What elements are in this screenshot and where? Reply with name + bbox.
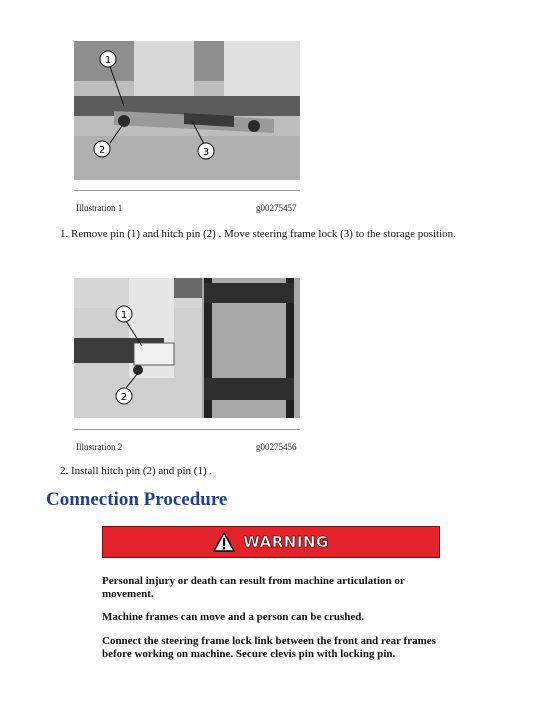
illustration-1-code: g00275457 [256, 203, 297, 213]
illustration-2-image [74, 278, 300, 418]
warning-triangle-icon [213, 532, 235, 552]
illustration-2-caption: Illustration 2 [76, 442, 123, 452]
illustration-2-rule [74, 429, 300, 430]
callout-2: 2 [98, 145, 106, 156]
callout-1: 1 [120, 310, 128, 321]
illustration-1-rule [74, 190, 300, 191]
illustration-1-image [74, 41, 300, 180]
step-2: 2. Install hitch pin (2) and pin (1) . [60, 465, 213, 477]
warning-paragraph-3: Connect the steering frame lock link between the front and rear frames before working on machine. Secure clevis pin with locking pin. [102, 635, 436, 660]
warning-paragraph-1: Personal injury or death can result from machine articulation or movement. [102, 575, 405, 600]
warning-banner [102, 526, 440, 558]
section-heading: Connection Procedure [46, 489, 228, 510]
illustration-2-code: g00275456 [256, 442, 297, 452]
step-1: 1. Remove pin (1) and hitch pin (2) . Move steering frame lock (3) to the storage position. [60, 228, 456, 240]
warning-paragraph-2: Machine frames can move and a person can be crushed. [102, 611, 365, 623]
callout-2: 2 [120, 392, 128, 403]
illustration-1-caption: Illustration 1 [76, 203, 123, 213]
warning-label: WARNING [243, 533, 329, 551]
callout-1: 1 [104, 55, 112, 66]
callout-3: 3 [202, 147, 210, 158]
